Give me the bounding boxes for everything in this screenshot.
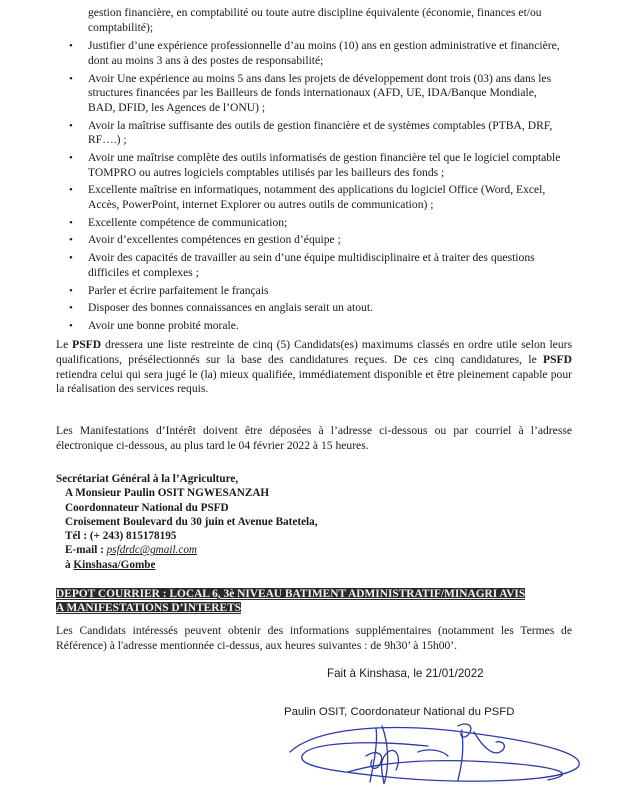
bullet-icon: • bbox=[69, 40, 73, 53]
city-name: Kinshasa/Gombe bbox=[73, 558, 156, 571]
list-item-text: Avoir d’excellentes compétences en gestion d’équipe ; bbox=[88, 233, 341, 247]
list-item bbox=[64, 301, 564, 316]
list-item-text: Justifier d’une expérience professionnelle d’au moins (10) ans en gestion administrative et financière, dont au moins 3 ans à des postes de responsabilité; bbox=[88, 39, 560, 67]
list-item bbox=[64, 216, 564, 231]
list-item-text: Disposer des bonnes connaissances en anglais serait un atout. bbox=[88, 301, 373, 315]
psfd-bold: PSFD bbox=[72, 338, 102, 351]
list-item bbox=[64, 251, 564, 280]
address-block bbox=[56, 472, 318, 572]
city-line bbox=[56, 558, 318, 572]
list-item-text: gestion financière, en comptabilité ou toute autre discipline équivalente (économie, finances et/ou comptabilité); bbox=[88, 6, 542, 34]
deadline-paragraph: Les Manifestations d’Intérêt doivent être déposées à l’adresse ci-dessous ou par courriel à l’adresse électronique ci-dessous, au plus tard le 04 février 2022 à 15 heures. bbox=[56, 424, 572, 452]
list-item bbox=[64, 183, 564, 212]
bullet-icon: • bbox=[69, 216, 73, 229]
bullet-icon: • bbox=[69, 184, 73, 197]
deposit-banner bbox=[56, 587, 580, 615]
bullet-icon: • bbox=[69, 284, 73, 297]
bullet-icon: • bbox=[69, 234, 73, 247]
requirements-list bbox=[64, 6, 564, 337]
shortlist-text-2: dressera une liste restreinte de cinq (5) Candidats(es) maximums classés en ordre utile selon leurs qualifications, présélectionnés sur la base des candidatures reçues. De ces cinq candidatures, le bbox=[56, 338, 572, 366]
list-item bbox=[64, 233, 564, 248]
shortlist-text-3: retiendra celui qui sera jugé le (la) mieux qualifiée, immédiatement disponible et être pleinement capable pour la réalisation des services requis. bbox=[56, 367, 572, 396]
list-item bbox=[64, 284, 564, 299]
list-item bbox=[64, 151, 564, 180]
psfd-bold: PSFD bbox=[543, 352, 572, 366]
banner-line-2: A MANIFESTATIONS D’INTERETS bbox=[56, 602, 242, 615]
bullet-icon: • bbox=[69, 320, 73, 333]
list-item-text: Excellente compétence de communication; bbox=[88, 215, 288, 229]
bullet-icon: • bbox=[69, 72, 73, 85]
shortlist-text-1: Le bbox=[56, 338, 73, 351]
list-item-text: Avoir Une expérience au moins 5 ans dans les projets de développement dont trois (03) ans dans les structures financées par les Bailleurs de fonds internationaux (AFD, UE, IDA/Banque Mondiale, BAD, DFID, les Agences de l’ONU) ; bbox=[88, 71, 552, 114]
bullet-icon: • bbox=[69, 252, 73, 265]
place-date: Fait à Kinshasa, le 21/01/2022 bbox=[327, 667, 484, 680]
bullet-icon: • bbox=[69, 119, 73, 132]
list-item bbox=[64, 6, 564, 35]
handwritten-signature bbox=[278, 712, 608, 787]
list-item-text: Avoir une bonne probité morale. bbox=[88, 319, 239, 333]
list-item-text: Avoir des capacités de travailler au sein d’une équipe multidisciplinaire et à traiter des questions difficiles et complexes ; bbox=[88, 251, 535, 279]
bullet-icon: • bbox=[69, 302, 73, 315]
list-item bbox=[64, 119, 564, 148]
email-link[interactable]: psfdrdc@gmail.com bbox=[106, 544, 197, 557]
email-label: E-mail : bbox=[65, 544, 107, 557]
address-line: A Monsieur Paulin OSIT NGWESANZAH bbox=[65, 487, 270, 500]
list-item-text: Avoir la maîtrise suffisante des outils de gestion financière et de systèmes comptables (PTBA, DRF, RF….) ; bbox=[88, 118, 553, 147]
list-item-text: Excellente maîtrise en informatiques, notamment des applications du logiciel Office (Word, Excel, Accès, PowerPoint, internet Explorer ou autres outils de communication) ; bbox=[88, 183, 546, 211]
list-item bbox=[64, 319, 564, 334]
info-paragraph: Les Candidats intéressés peuvent obtenir des informations supplémentaires (notamment les Termes de Référence) à l'adresse mentionnée ci-dessus, aux heures suivantes : de 9h30’ à 15h00’. bbox=[56, 624, 572, 652]
banner-line-1: DEPOT COURRIER : LOCAL 6, 3è NIVEAU BATIMENT ADMINISTRATIF/MINAGRI AVIS bbox=[56, 588, 526, 600]
list-item bbox=[64, 39, 564, 68]
address-line: Croisement Boulevard du 30 juin et Avenue Batetela, bbox=[65, 515, 318, 528]
bullet-icon: • bbox=[69, 151, 73, 164]
shortlist-paragraph bbox=[56, 338, 572, 397]
address-line: Secrétariat Général à la l’Agriculture, bbox=[56, 473, 239, 485]
city-prefix: à bbox=[65, 558, 74, 571]
list-item bbox=[64, 72, 564, 116]
signatory-name: Paulin OSIT, Coordonateur National du PSFD bbox=[284, 706, 515, 718]
email-line bbox=[56, 543, 318, 557]
phone-line: Tél : (+ 243) 815178195 bbox=[65, 530, 177, 543]
address-line: Coordonnateur National du PSFD bbox=[65, 501, 229, 514]
list-item-text: Parler et écrire parfaitement le français bbox=[88, 283, 269, 297]
list-item-text: Avoir une maîtrise complète des outils informatisés de gestion financière tel que le logiciel comptable TOMPRO ou autres logiciels comptables utilisés par les bailleurs des fonds ; bbox=[88, 150, 561, 179]
